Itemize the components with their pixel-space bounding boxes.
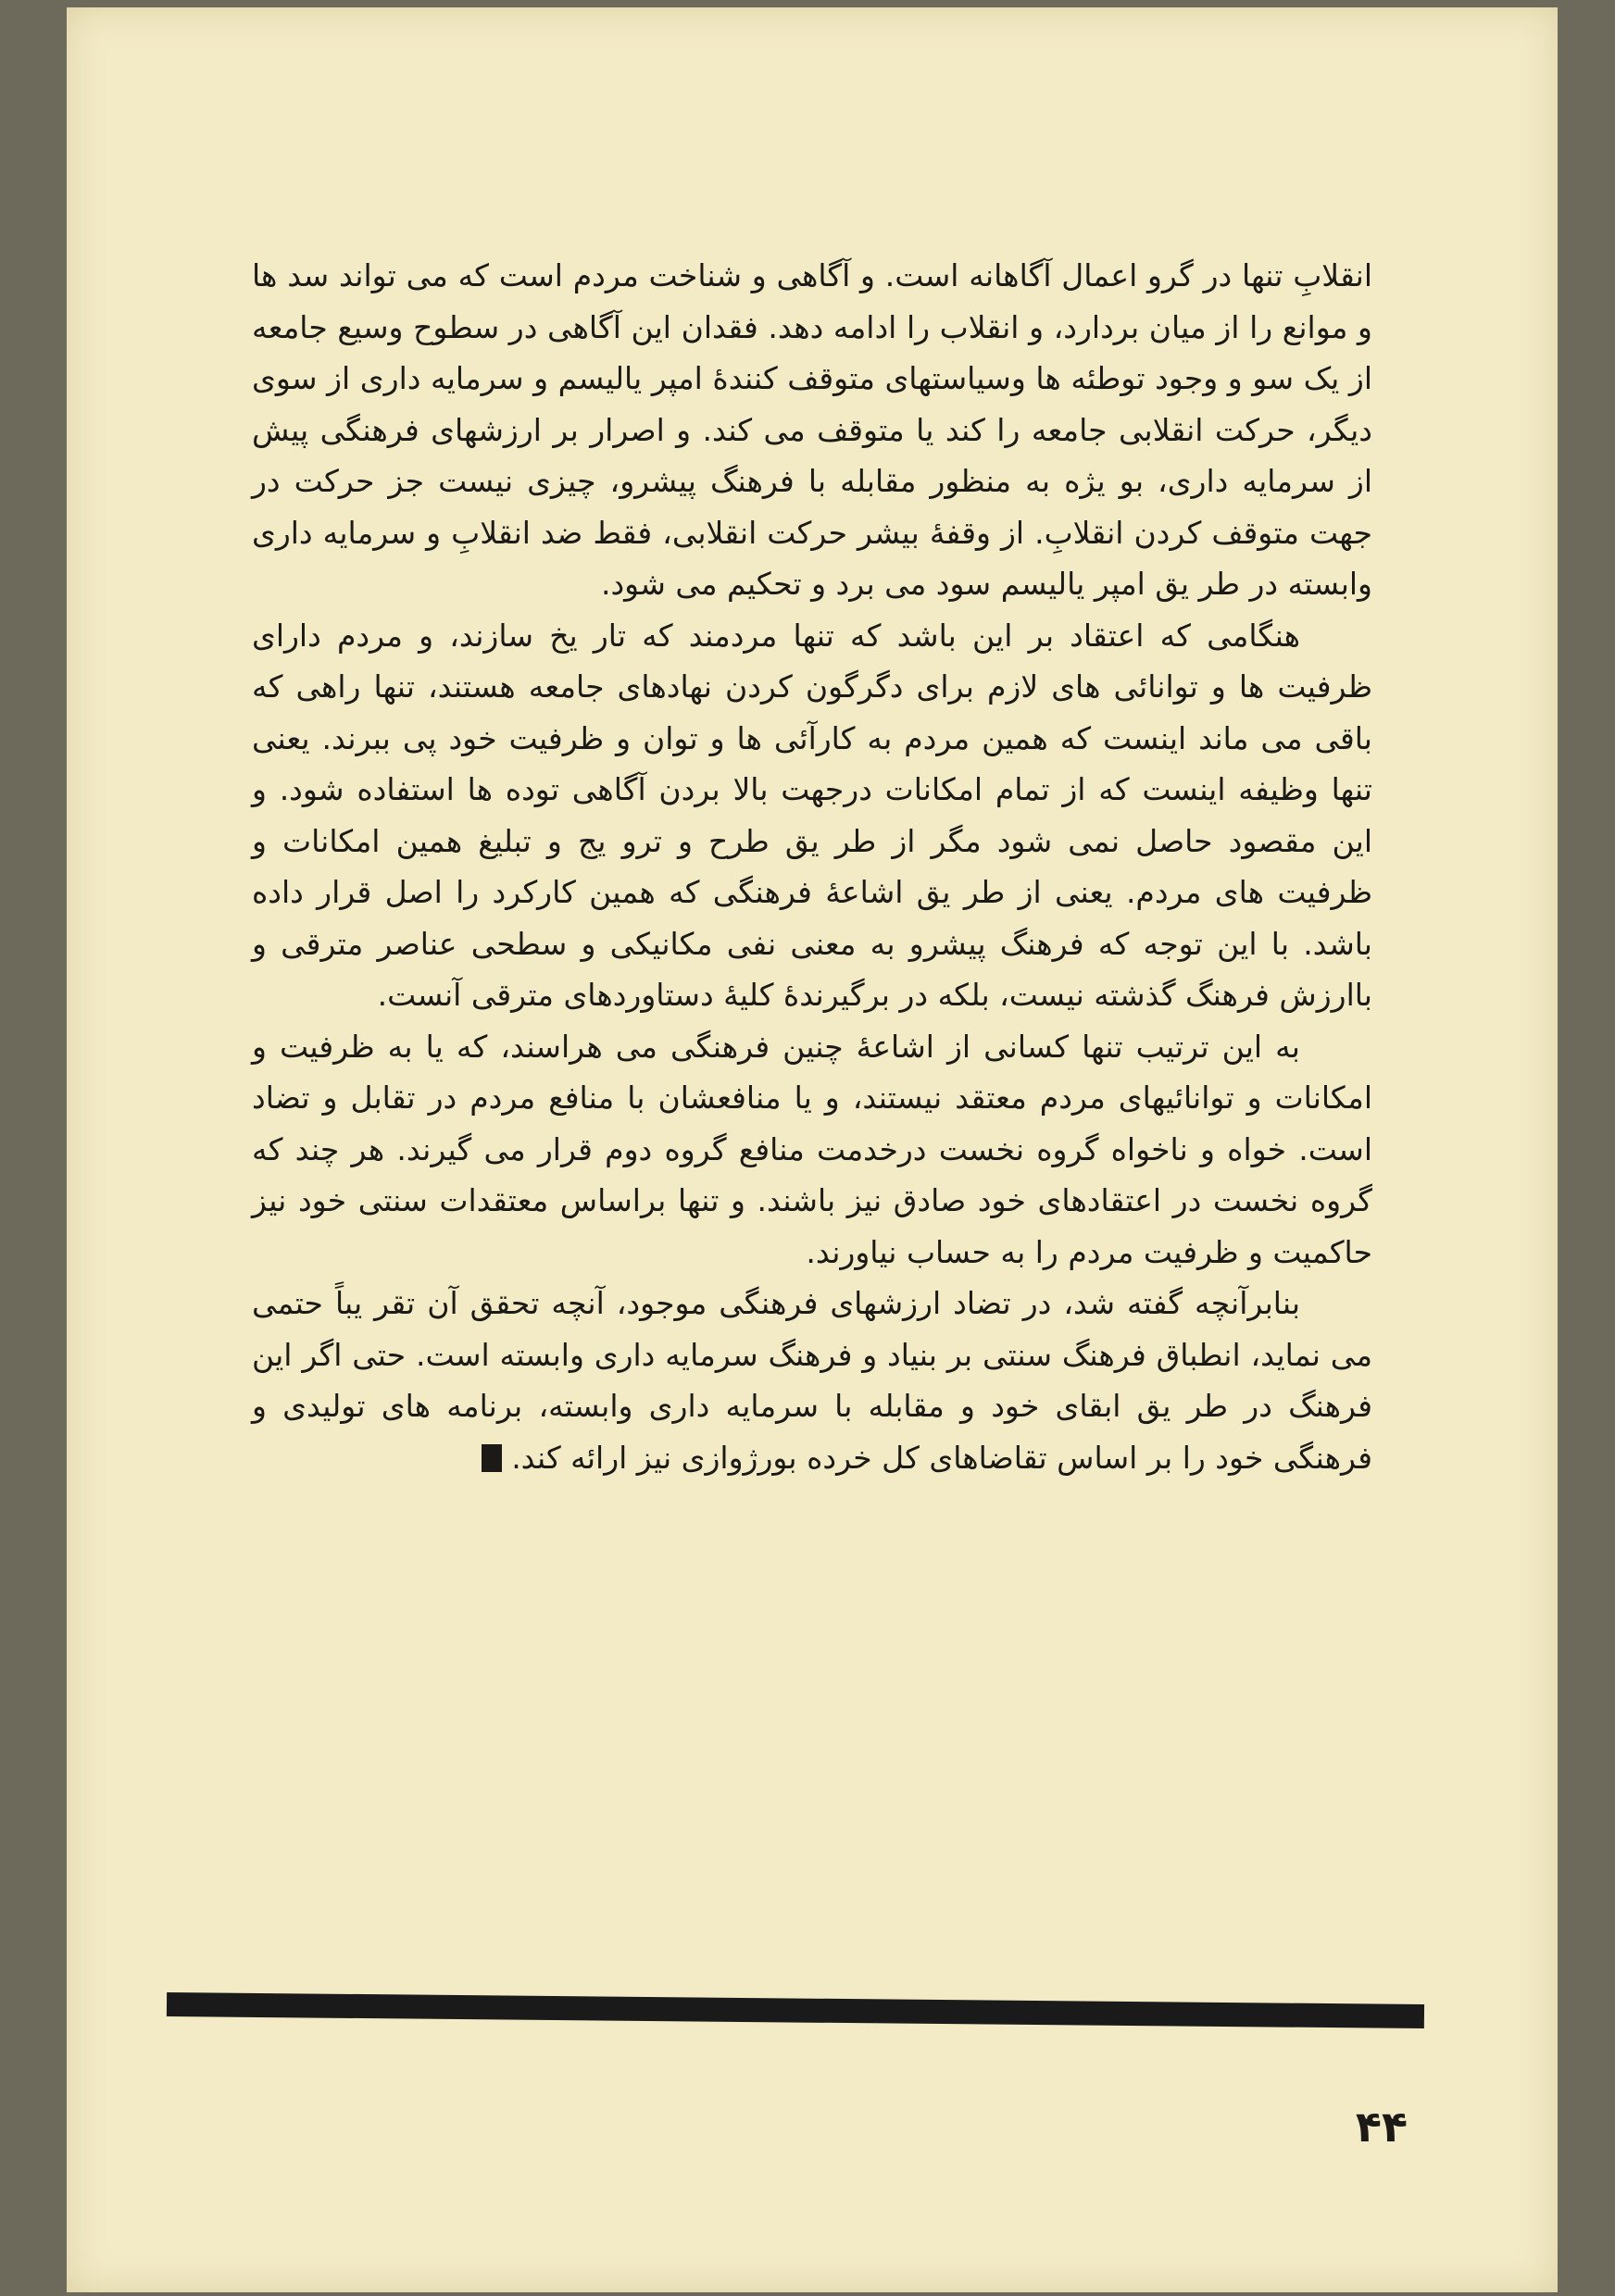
end-of-article-icon: [482, 1444, 502, 1472]
paragraph-3: به این ترتیب تنها کسانی از اشاعهٔ چنین فرهنگی می هراسند، که یا به ظرفیت و امکانات و توانائیهای مردم معتقد نیستند، و یا منافعشان با منافع مردم در تقابل و تضاد است. خواه و ناخواه گروه نخست درخدمت منافع گروه دوم قرار می گیرند. هر چند که گروه نخست در اعتقادهای خود صادق نیز باشند. و تنها براساس معتقدات سنتی خود نیز حاکمیت و ظرفیت مردم را به حساب نیاورند.: [252, 1028, 1372, 1270]
paragraph-1: انقلابِ تنها در گرو اعمال آگاهانه است. و آگاهی و شناخت مردم است که می تواند سد ها و موانع را از میان بردارد، و انقلاب را ادامه دهد. فقدان این آگاهی در سطوح وسیع جامعه از یک سو و وجود توطئه ها وسیاستهای متوقف کنندهٔ امپر یالیسم و سرمایه داری از سوی دیگر، حرکت انقلابی جامعه را کند یا متوقف می کند. و اصرار بر ارزشهای فرهنگی پیش از سرمایه داری، بو یژه به منظور مقابله با فرهنگ پیشرو، چیزی نیست جز حرکت در جهت متوقف کردن انقلابِ. از وقفهٔ بیشر حرکت انقلابی، فقط ضد انقلابِ و سرمایه داری وابسته در طر یق امپر یالیسم سود می برد و تحکیم می شود.: [252, 257, 1372, 602]
paragraph-4-text: بنابرآنچه گفته شد، در تضاد ارزشهای فرهنگی موجود، آنچه تحقق آن تقر یباً حتمی می نماید، انطباق فرهنگ سنتی بر بنیاد و فرهنگ سرمایه داری وابسته است. حتی اگر این فرهنگ در طر یق ابقای خود و مقابله با سرمایه داری وابسته، برنامه های تولیدی و فرهنگی خود را بر اساس تقاضاهای کل خرده بورژوازی نیز ارائه کند.: [252, 1285, 1372, 1476]
footer-rule: [167, 1992, 1424, 2028]
page-number: ۴۴: [1355, 2102, 1408, 2152]
paragraph-4: [252, 1278, 1372, 1483]
body-text: [252, 250, 1372, 1483]
paragraph-2: هنگامی که اعتقاد بر این باشد که تنها مردمند که تار یخ سازند، و مردم دارای ظرفیت ها و توانائی های لازم برای دگرگون کردن نهادهای جامعه هستند، تنها راهی که باقی می ماند اینست که همین مردم به کارآئی ها و توان و ظرفیت خود پی ببرند. یعنی تنها وظیفه اینست که از تمام امکانات درجهت بالا بردن آگاهی توده ها استفاده شود. و این مقصود حاصل نمی شود مگر از طر یق طرح و ترو یج و تبلیغ همین امکانات و ظرفیت های مردم. یعنی از طر یق اشاعهٔ فرهنگی که همین کارکرد را اصل قرار داده باشد. با این توجه که فرهنگ پیشرو به معنی نفی مکانیکی و سطحی عناصر مترقی و باارزش فرهنگ گذشته نیست، بلکه در برگیرندهٔ کلیهٔ دستاوردهای مترقی آنست.: [252, 617, 1372, 1013]
book-page: [67, 7, 1558, 2292]
